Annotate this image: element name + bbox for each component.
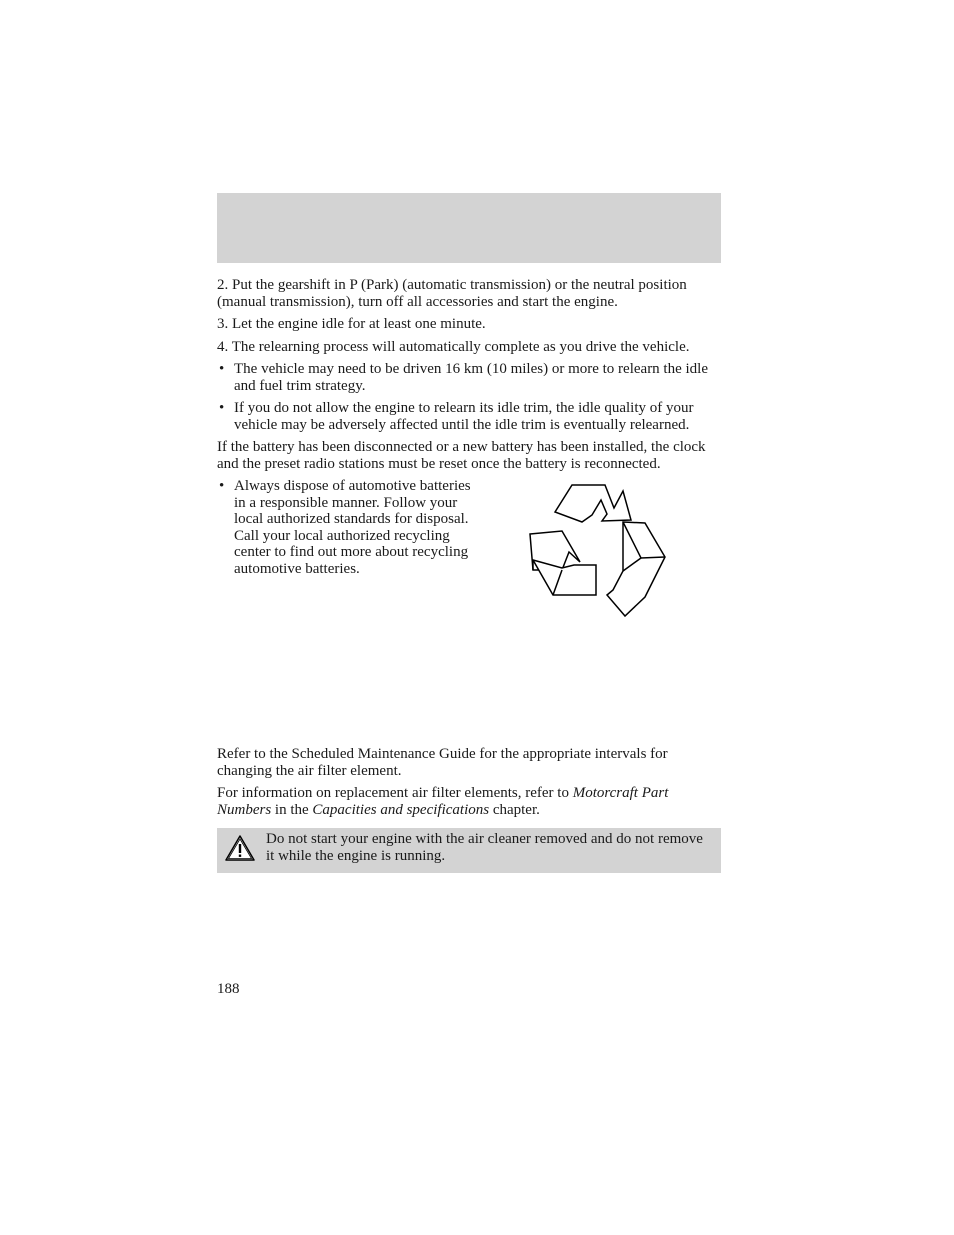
step-3: 3. Let the engine idle for at least one minute. (217, 316, 486, 332)
battery-procedure (217, 277, 721, 628)
info-prefix: For information on replacement air filter elements, refer to (217, 785, 573, 801)
page-number: 188 (217, 981, 240, 997)
step-4: 4. The relearning process will automatically complete as you drive the vehicle. (217, 338, 690, 355)
motorcraft-reference: Motorcraft Part Numbers (217, 785, 669, 818)
warning-text: Do not start your engine with the air cleaner removed and do not remove it while the engine is running. (266, 831, 703, 864)
list-item: • The vehicle may need to be driven 16 km (10 miles) or more to relearn the idle and fuel trim strategy. (217, 361, 721, 394)
list-item: • Always dispose of automotive batteries in a responsible manner. Follow your local authorized standards for disposal. Call your local authorized recycling center to find out more about recycling automotive batteries. (217, 478, 472, 577)
recycle-icon (527, 480, 667, 618)
air-filter-section (217, 746, 721, 824)
info-mid: in the (271, 801, 313, 818)
section-header-bar (217, 193, 721, 263)
list-item: • If you do not allow the engine to relearn its idle trim, the idle quality of your vehicle may be adversely affected until the idle trim is eventually relearned. (217, 400, 721, 433)
info-suffix: chapter. (489, 801, 540, 818)
capacities-reference: Capacities and specifications (312, 801, 490, 818)
recycle-bullet-list (217, 478, 472, 577)
step-2: 2. Put the gearshift in P (Park) (automatic transmission) or the neutral position (manual transmission), turn off all accessories and start the engine. (217, 277, 687, 310)
battery-reset-note: If the battery has been disconnected or a new battery has been installed, the clock and the preset radio stations must be reset once the battery is reconnected. (217, 439, 706, 472)
relearn-bullet-list (217, 361, 721, 433)
recycle-section (217, 478, 721, 628)
warning-triangle-icon (224, 834, 256, 862)
air-filter-intervals: Refer to the Scheduled Maintenance Guide for the appropriate intervals for changing the air filter element. (217, 746, 668, 779)
air-filter-info (217, 785, 721, 818)
warning-box (217, 828, 721, 873)
